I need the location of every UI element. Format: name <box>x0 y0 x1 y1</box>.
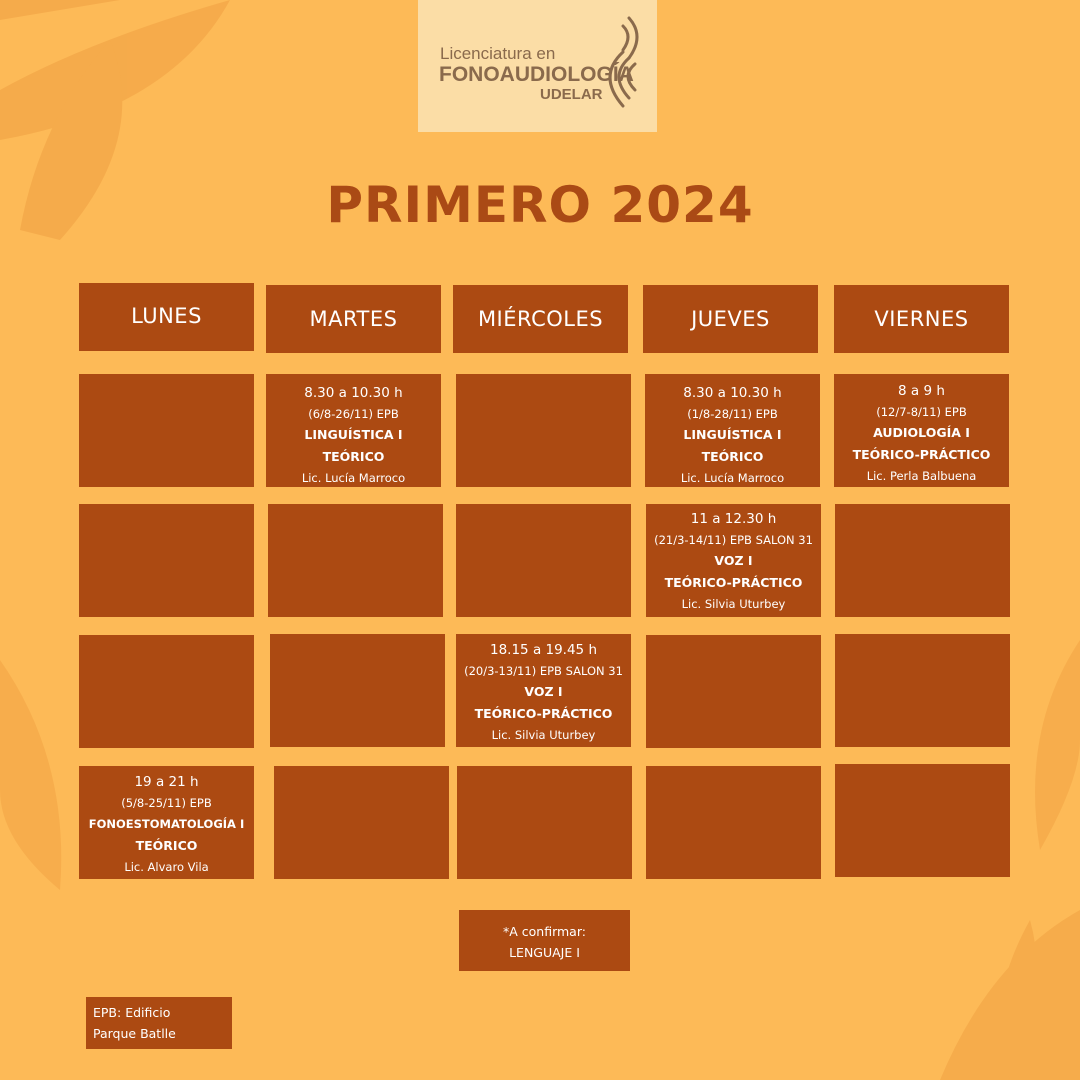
class-time: 8 a 9 h <box>898 383 945 399</box>
class-time: 11 a 12.30 h <box>690 511 777 527</box>
location-legend <box>86 997 232 1049</box>
day-header-martes: MARTES <box>266 285 441 353</box>
class-type: TEÓRICO <box>135 838 198 853</box>
class-name: LINGUÍSTICA I <box>304 427 403 442</box>
logo-line-1: Licenciatura en <box>440 44 556 63</box>
slot-empty <box>79 504 254 617</box>
note-line-2: LENGUAJE I <box>509 945 580 960</box>
day-header-miercoles: MIÉRCOLES <box>453 285 628 353</box>
slot-empty <box>79 374 254 487</box>
slot-empty <box>268 504 443 617</box>
class-cell <box>456 634 631 747</box>
note-line-1: *A confirmar: <box>503 924 586 939</box>
class-cell <box>645 374 820 487</box>
slot-empty <box>835 634 1010 747</box>
class-time: 19 a 21 h <box>134 774 199 790</box>
pending-note <box>459 910 630 971</box>
legend-line-2: Parque Batlle <box>93 1026 176 1041</box>
slot-empty <box>646 766 821 879</box>
day-header-jueves: JUEVES <box>643 285 818 353</box>
class-teacher: Lic. Lucía Marroco <box>301 471 406 485</box>
class-teacher: Lic. Silvia Uturbey <box>491 728 596 742</box>
slot-empty <box>274 766 449 879</box>
class-cell <box>266 374 441 487</box>
class-type: TEÓRICO <box>701 449 764 464</box>
day-header-lunes: LUNES <box>79 283 254 351</box>
class-dates: (1/8-28/11) EPB <box>687 407 778 421</box>
day-header-viernes: VIERNES <box>834 285 1009 353</box>
sound-waves-icon <box>601 14 651 109</box>
class-teacher: Lic. Silvia Uturbey <box>681 597 786 611</box>
class-time: 8.30 a 10.30 h <box>683 385 782 401</box>
class-name: FONOESTOMATOLOGÍA I <box>88 817 245 831</box>
class-dates: (5/8-25/11) EPB <box>121 796 212 810</box>
class-time: 8.30 a 10.30 h <box>304 385 403 401</box>
decorative-leaf-bottom-right <box>900 900 1080 1080</box>
class-cell <box>646 504 821 617</box>
slot-empty <box>457 766 632 879</box>
logo-line-3: UDELAR <box>540 86 603 103</box>
decorative-leaf-left <box>0 640 90 900</box>
slot-empty <box>456 374 631 487</box>
slot-empty <box>835 504 1010 617</box>
slot-empty <box>79 635 254 748</box>
class-teacher: Lic. Alvaro Vila <box>124 860 209 874</box>
class-type: TEÓRICO <box>322 449 385 464</box>
class-dates: (20/3-13/11) EPB SALON 31 <box>464 664 623 678</box>
class-time: 18.15 a 19.45 h <box>490 642 597 658</box>
class-dates: (21/3-14/11) EPB SALON 31 <box>654 533 813 547</box>
class-dates: (12/7-8/11) EPB <box>876 405 967 419</box>
class-cell <box>79 766 254 879</box>
class-type: TEÓRICO-PRÁCTICO <box>664 575 803 590</box>
class-cell <box>834 374 1009 487</box>
class-teacher: Lic. Lucía Marroco <box>680 471 785 485</box>
class-name: VOZ I <box>524 684 563 699</box>
slot-empty <box>646 635 821 748</box>
slot-empty <box>835 764 1010 877</box>
class-name: AUDIOLOGÍA I <box>873 425 970 440</box>
class-name: VOZ I <box>714 553 753 568</box>
class-type: TEÓRICO-PRÁCTICO <box>852 447 991 462</box>
class-teacher: Lic. Perla Balbuena <box>866 469 977 483</box>
logo-line-2: FONOAUDIOLOGÍA <box>439 63 634 86</box>
legend-line-1: EPB: Edificio <box>93 1005 171 1020</box>
class-type: TEÓRICO-PRÁCTICO <box>474 706 613 721</box>
program-logo <box>418 0 657 132</box>
page-title: PRIMERO 2024 <box>326 176 754 234</box>
class-dates: (6/8-26/11) EPB <box>308 407 399 421</box>
slot-empty <box>456 504 631 617</box>
class-name: LINGUÍSTICA I <box>683 427 782 442</box>
slot-empty <box>270 634 445 747</box>
